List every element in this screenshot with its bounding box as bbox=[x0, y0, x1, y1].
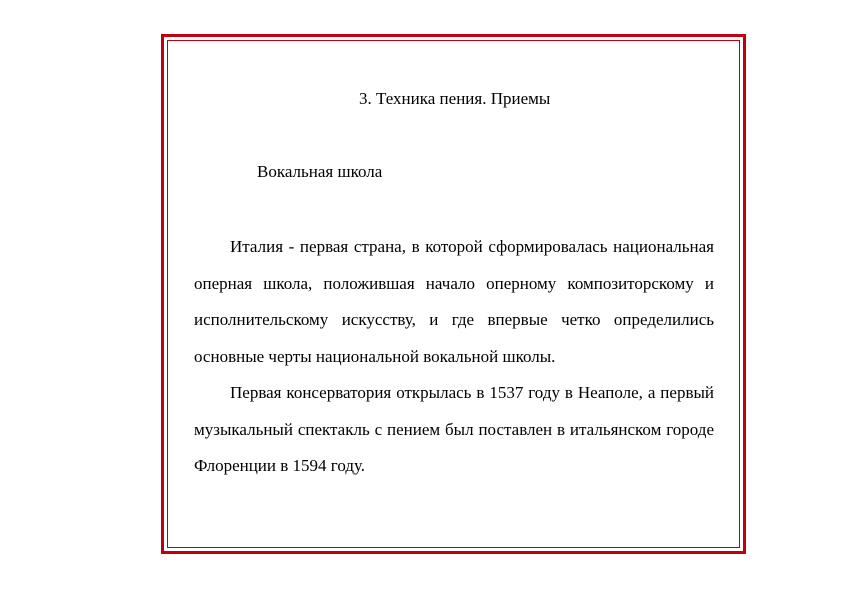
paragraph-first-conservatory: Первая консерватория открылась в 1537 году в Неаполе, а первый музыкальный спектакль с пением был поставлен в итальянском городе Флоренции в 1594 году. bbox=[194, 383, 714, 475]
paragraph-italy-vocal-school: Италия - первая страна, в которой сформировалась национальная оперная школа, положившая начало оперному композиторскому и исполнительскому искусству, и где впервые четко определились основные черты национальной вокальной школы. bbox=[194, 237, 714, 366]
subsection-heading: Вокальная школа bbox=[257, 162, 383, 181]
section-heading: 3. Техника пения. Приемы bbox=[359, 89, 551, 108]
body-text bbox=[194, 229, 714, 485]
